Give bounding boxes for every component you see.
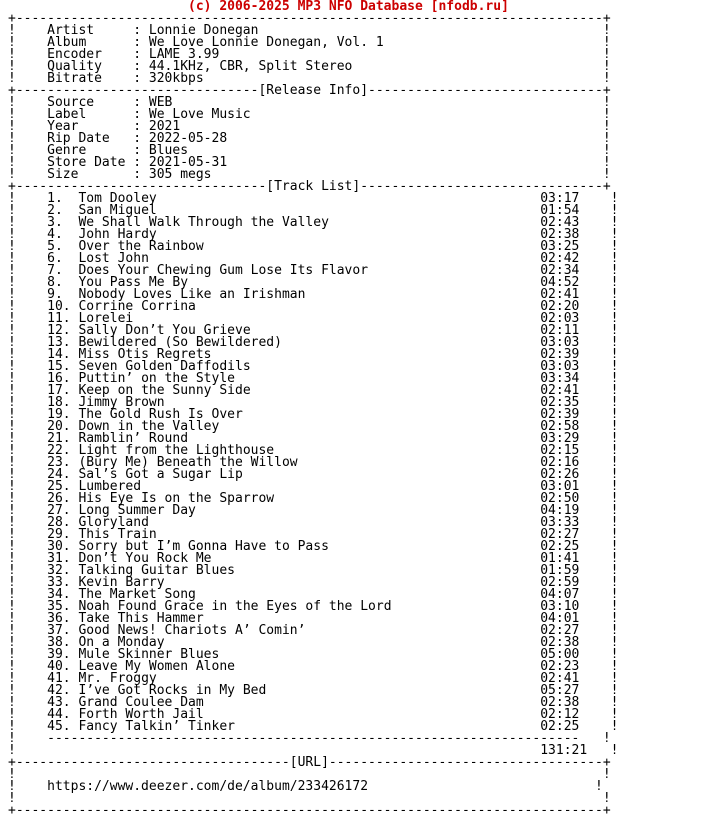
track-time: 05:27: [540, 683, 580, 698]
track-time: 01:59: [540, 563, 580, 578]
track-row: ! 27. Long Summer Day 04:19 !: [8, 503, 619, 518]
track-row: ! 33. Kevin Barry 02:59 !: [8, 575, 619, 590]
track-number: 5.: [47, 239, 79, 254]
track-title: We Shall Walk Through the Valley: [78, 215, 541, 230]
track-time: 03:01: [540, 479, 580, 494]
track-title: Mr. Froggy: [78, 671, 541, 686]
track-number: 18.: [47, 395, 79, 410]
track-time: 02:11: [540, 323, 580, 338]
track-number: 39.: [47, 647, 79, 662]
field-label: Rip Date: [47, 131, 134, 146]
field-row: ! Quality : 44.1KHz, CBR, Split Stereo !: [8, 59, 611, 74]
field-value: Blues: [148, 143, 189, 158]
track-title: Light from the Lighthouse: [78, 443, 541, 458]
track-row: ! 17. Keep on the Sunny Side 02:41 !: [8, 383, 619, 398]
track-time: 02:15: [540, 443, 580, 458]
track-title: Good News! Chariots A’ Comin’: [78, 623, 541, 638]
field-value: 320kbps: [148, 71, 204, 86]
track-number: 19.: [47, 407, 79, 422]
track-title: San Miguel: [78, 203, 541, 218]
track-time: 02:59: [540, 575, 580, 590]
field-label: Size: [47, 167, 134, 182]
section-title: [Track List]: [266, 179, 361, 194]
track-time: 01:54: [540, 203, 580, 218]
track-time: 02:03: [540, 311, 580, 326]
track-row: ! 7. Does Your Chewing Gum Lose Its Flavor 02:34 !: [8, 263, 619, 278]
track-title: Sal’s Got a Sugar Lip: [78, 467, 541, 482]
field-row: ! Year : 2021 !: [8, 119, 611, 134]
track-row: ! 12. Sally Don’t You Grieve 02:11 !: [8, 323, 619, 338]
track-title: Nobody Loves Like an Irishman: [78, 287, 541, 302]
track-number: 2.: [47, 203, 79, 218]
track-time: 04:07: [540, 587, 580, 602]
track-row: ! 38. On a Monday 02:38 !: [8, 635, 619, 650]
track-row: ! 6. Lost John 02:42 !: [8, 251, 619, 266]
track-time: 02:26: [540, 467, 580, 482]
track-number: 16.: [47, 371, 79, 386]
field-row: ! Label : We Love Music !: [8, 107, 611, 122]
track-number: 23.: [47, 455, 79, 470]
field-value: 305 megs: [148, 167, 212, 182]
track-time: 02:38: [540, 635, 580, 650]
field-value: We Love Music: [148, 107, 251, 122]
track-number: 20.: [47, 419, 79, 434]
track-number: 44.: [47, 707, 79, 722]
field-row: ! Genre : Blues !: [8, 143, 611, 158]
total-row: ! 131:21 !: [8, 743, 619, 758]
track-time: 02:38: [540, 227, 580, 242]
track-time: 03:03: [540, 359, 580, 374]
track-title: (Bury Me) Beneath the Willow: [78, 455, 541, 470]
track-time: 02:34: [540, 263, 580, 278]
url-divider: +-----------------------------------[URL]-----------------------------------+: [8, 755, 611, 770]
track-number: 13.: [47, 335, 79, 350]
track-row: ! 43. Grand Coulee Dam 02:38 !: [8, 695, 619, 710]
track-row: ! 4. John Hardy 02:38 !: [8, 227, 619, 242]
field-row: ! Album : We Love Lonnie Donegan, Vol. 1 !: [8, 35, 611, 50]
track-number: 22.: [47, 443, 79, 458]
field-value: LAME 3.99: [148, 47, 220, 62]
track-title: Noah Found Grace in the Eyes of the Lord: [78, 599, 541, 614]
track-row: ! 40. Leave My Women Alone 02:23 !: [8, 659, 619, 674]
track-row: ! 37. Good News! Chariots A’ Comin’ 02:27 !: [8, 623, 619, 638]
track-row: ! 1. Tom Dooley 03:17 !: [8, 191, 619, 206]
track-time: 03:25: [540, 239, 580, 254]
track-time: 02:58: [540, 419, 580, 434]
total-time: 131:21: [540, 743, 588, 758]
track-list-divider: +--------------------------------[Track List]-------------------------------+: [8, 179, 611, 194]
track-number: 37.: [47, 623, 79, 638]
track-title: His Eye Is on the Sparrow: [78, 491, 541, 506]
track-time: 02:41: [540, 671, 580, 686]
field-value: 2022-05-28: [148, 131, 228, 146]
track-row: ! 30. Sorry but I’m Gonna Have to Pass 02:25 !: [8, 539, 619, 554]
track-time: 03:17: [540, 191, 580, 206]
track-time: 02:20: [540, 299, 580, 314]
track-number: 35.: [47, 599, 79, 614]
track-number: 25.: [47, 479, 79, 494]
track-row: ! 20. Down in the Valley 02:58 !: [8, 419, 619, 434]
track-number: 1.: [47, 191, 79, 206]
track-title: Fancy Talkin’ Tinker: [78, 719, 541, 734]
track-row: ! 3. We Shall Walk Through the Valley 02:43 !: [8, 215, 619, 230]
track-row: ! 9. Nobody Loves Like an Irishman 02:41 !: [8, 287, 619, 302]
track-number: 21.: [47, 431, 79, 446]
track-row: ! 14. Miss Otis Regrets 02:39 !: [8, 347, 619, 362]
track-number: 29.: [47, 527, 79, 542]
track-number: 30.: [47, 539, 79, 554]
track-title: Ramblin’ Round: [78, 431, 541, 446]
track-title: Miss Otis Regrets: [78, 347, 541, 362]
track-number: 7.: [47, 263, 79, 278]
track-number: 28.: [47, 515, 79, 530]
track-row: ! 22. Light from the Lighthouse 02:15 !: [8, 443, 619, 458]
track-number: 42.: [47, 683, 79, 698]
field-value: 2021: [148, 119, 181, 134]
track-row: ! 11. Lorelei 02:03 !: [8, 311, 619, 326]
track-number: 33.: [47, 575, 79, 590]
track-number: 9.: [47, 287, 79, 302]
track-row: ! 26. His Eye Is on the Sparrow 02:50 !: [8, 491, 619, 506]
field-row: ! Rip Date : 2022-05-28 !: [8, 131, 611, 146]
track-title: The Gold Rush Is Over: [78, 407, 541, 422]
blank-row: ! !: [8, 791, 611, 806]
track-title: Sorry but I’m Gonna Have to Pass: [78, 539, 541, 554]
track-title: Keep on the Sunny Side: [78, 383, 541, 398]
track-row: ! 39. Mule Skinner Blues 05:00 !: [8, 647, 619, 662]
track-title: Seven Golden Daffodils: [78, 359, 541, 374]
track-time: 02:23: [540, 659, 580, 674]
track-row: ! 34. The Market Song 04:07 !: [8, 587, 619, 602]
track-number: 40.: [47, 659, 79, 674]
track-title: Over the Rainbow: [78, 239, 541, 254]
track-time: 02:39: [540, 347, 580, 362]
track-row: ! 10. Corrine Corrina 02:20 !: [8, 299, 619, 314]
track-number: 11.: [47, 311, 79, 326]
track-title: Grand Coulee Dam: [78, 695, 541, 710]
track-title: Sally Don’t You Grieve: [78, 323, 541, 338]
track-time: 02:27: [540, 527, 580, 542]
track-time: 02:38: [540, 695, 580, 710]
track-row: ! 44. Forth Worth Jail 02:12 !: [8, 707, 619, 722]
track-number: 3.: [47, 215, 79, 230]
track-row: ! 35. Noah Found Grace in the Eyes of the Lord 03:10 !: [8, 599, 619, 614]
track-row: ! 8. You Pass Me By 04:52 !: [8, 275, 619, 290]
track-number: 31.: [47, 551, 79, 566]
track-number: 15.: [47, 359, 79, 374]
field-label: Label: [47, 107, 134, 122]
track-title: Tom Dooley: [78, 191, 541, 206]
track-title: Don’t You Rock Me: [78, 551, 541, 566]
track-time: 02:39: [540, 407, 580, 422]
track-number: 17.: [47, 383, 79, 398]
field-value: 2021-05-31: [148, 155, 228, 170]
track-title: Does Your Chewing Gum Lose Its Flavor: [78, 263, 541, 278]
track-title: Lumbered: [78, 479, 541, 494]
field-label: Quality: [47, 59, 134, 74]
field-label: Artist: [47, 23, 134, 38]
track-row: ! 32. Talking Guitar Blues 01:59 !: [8, 563, 619, 578]
field-label: Year: [47, 119, 134, 134]
track-title: Gloryland: [78, 515, 541, 530]
track-title: I’ve Got Rocks in My Bed: [78, 683, 541, 698]
track-number: 14.: [47, 347, 79, 362]
track-number: 38.: [47, 635, 79, 650]
track-title: The Market Song: [78, 587, 541, 602]
track-number: 10.: [47, 299, 79, 314]
track-time: 02:12: [540, 707, 580, 722]
field-row: ! Encoder : LAME 3.99 !: [8, 47, 611, 62]
track-time: 02:27: [540, 623, 580, 638]
track-row: ! 41. Mr. Froggy 02:41 !: [8, 671, 619, 686]
track-title: John Hardy: [78, 227, 541, 242]
track-time: 05:00: [540, 647, 580, 662]
track-row: ! 18. Jimmy Brown 02:35 !: [8, 395, 619, 410]
track-time: 02:16: [540, 455, 580, 470]
field-row: ! Artist : Lonnie Donegan !: [8, 23, 611, 38]
field-row: ! Source : WEB !: [8, 95, 611, 110]
track-title: Down in the Valley: [78, 419, 541, 434]
border-top: +---------------------------------------------------------------------------+: [8, 11, 611, 26]
track-row: ! 45. Fancy Talkin’ Tinker 02:25 !: [8, 719, 619, 734]
track-number: 8.: [47, 275, 79, 290]
track-number: 45.: [47, 719, 79, 734]
border-bottom: +---------------------------------------------------------------------------+: [8, 803, 611, 818]
track-title: On a Monday: [78, 635, 541, 650]
track-row: ! 36. Take This Hammer 04:01 !: [8, 611, 619, 626]
track-row: ! 25. Lumbered 03:01 !: [8, 479, 619, 494]
track-title: Corrine Corrina: [78, 299, 541, 314]
track-time: 02:25: [540, 719, 580, 734]
field-label: Store Date: [47, 155, 134, 170]
track-time: 03:10: [540, 599, 580, 614]
release-info-divider: +-------------------------------[Release Info]------------------------------+: [8, 83, 611, 98]
track-row: ! 23. (Bury Me) Beneath the Willow 02:16 !: [8, 455, 619, 470]
track-title: Kevin Barry: [78, 575, 541, 590]
total-separator: ! -------------------------------------------------------------------- !: [8, 731, 611, 746]
track-title: Forth Worth Jail: [78, 707, 541, 722]
field-value: 44.1KHz, CBR, Split Stereo: [148, 59, 353, 74]
track-row: ! 29. This Train 02:27 !: [8, 527, 619, 542]
track-number: 34.: [47, 587, 79, 602]
track-row: ! 24. Sal’s Got a Sugar Lip 02:26 !: [8, 467, 619, 482]
track-number: 6.: [47, 251, 79, 266]
track-time: 03:33: [540, 515, 580, 530]
track-title: Mule Skinner Blues: [78, 647, 541, 662]
field-value: We Love Lonnie Donegan, Vol. 1: [148, 35, 384, 50]
track-row: ! 21. Ramblin’ Round 03:29 !: [8, 431, 619, 446]
track-time: 02:41: [540, 287, 580, 302]
section-title: [Release Info]: [258, 83, 369, 98]
track-number: 43.: [47, 695, 79, 710]
url-link[interactable]: https://www.deezer.com/de/album/233426172: [47, 779, 369, 794]
track-number: 32.: [47, 563, 79, 578]
track-time: 02:42: [540, 251, 580, 266]
track-time: 03:34: [540, 371, 580, 386]
track-time: 02:43: [540, 215, 580, 230]
field-label: Genre: [47, 143, 134, 158]
track-number: 41.: [47, 671, 79, 686]
track-row: ! 16. Puttin’ on the Style 03:34 !: [8, 371, 619, 386]
field-row: ! Bitrate : 320kbps !: [8, 71, 611, 86]
track-number: 4.: [47, 227, 79, 242]
track-title: Talking Guitar Blues: [78, 563, 541, 578]
track-title: You Pass Me By: [78, 275, 541, 290]
field-label: Album: [47, 35, 134, 50]
track-title: Lorelei: [78, 311, 541, 326]
track-number: 27.: [47, 503, 79, 518]
track-row: ! 13. Bewildered (So Bewildered) 03:03 !: [8, 335, 619, 350]
track-row: ! 15. Seven Golden Daffodils 03:03 !: [8, 359, 619, 374]
url-row: ! https://www.deezer.com/de/album/233426172 !: [8, 779, 603, 794]
track-row: ! 2. San Miguel 01:54 !: [8, 203, 619, 218]
track-time: 04:19: [540, 503, 580, 518]
field-label: Bitrate: [47, 71, 134, 86]
field-value: Lonnie Donegan: [148, 23, 259, 38]
track-row: ! 5. Over the Rainbow 03:25 !: [8, 239, 619, 254]
field-row: ! Size : 305 megs !: [8, 167, 611, 182]
track-time: 03:29: [540, 431, 580, 446]
track-row: ! 19. The Gold Rush Is Over 02:39 !: [8, 407, 619, 422]
track-time: 03:03: [540, 335, 580, 350]
track-title: This Train: [78, 527, 541, 542]
track-number: 12.: [47, 323, 79, 338]
track-title: Long Summer Day: [78, 503, 541, 518]
track-time: 02:41: [540, 383, 580, 398]
track-time: 02:25: [540, 539, 580, 554]
field-value: WEB: [148, 95, 173, 110]
track-row: ! 42. I’ve Got Rocks in My Bed 05:27 !: [8, 683, 619, 698]
track-title: Jimmy Brown: [78, 395, 541, 410]
field-label: Source: [47, 95, 134, 110]
track-time: 02:35: [540, 395, 580, 410]
field-row: ! Store Date : 2021-05-31 !: [8, 155, 611, 170]
track-time: 02:50: [540, 491, 580, 506]
field-label: Encoder: [47, 47, 134, 62]
section-title: [URL]: [289, 755, 329, 770]
blank-row: ! !: [8, 767, 611, 782]
track-title: Take This Hammer: [78, 611, 541, 626]
track-time: 04:01: [540, 611, 580, 626]
track-title: Bewildered (So Bewildered): [78, 335, 541, 350]
track-row: ! 28. Gloryland 03:33 !: [8, 515, 619, 530]
track-number: 24.: [47, 467, 79, 482]
track-time: 04:52: [540, 275, 580, 290]
header-text: (c) 2006-2025 MP3 NFO Database [nfodb.ru]: [188, 0, 509, 14]
track-title: Puttin’ on the Style: [78, 371, 541, 386]
track-title: Lost John: [78, 251, 541, 266]
track-number: 36.: [47, 611, 79, 626]
track-time: 01:41: [540, 551, 580, 566]
track-row: ! 31. Don’t You Rock Me 01:41 !: [8, 551, 619, 566]
track-number: 26.: [47, 491, 79, 506]
track-title: Leave My Women Alone: [78, 659, 541, 674]
